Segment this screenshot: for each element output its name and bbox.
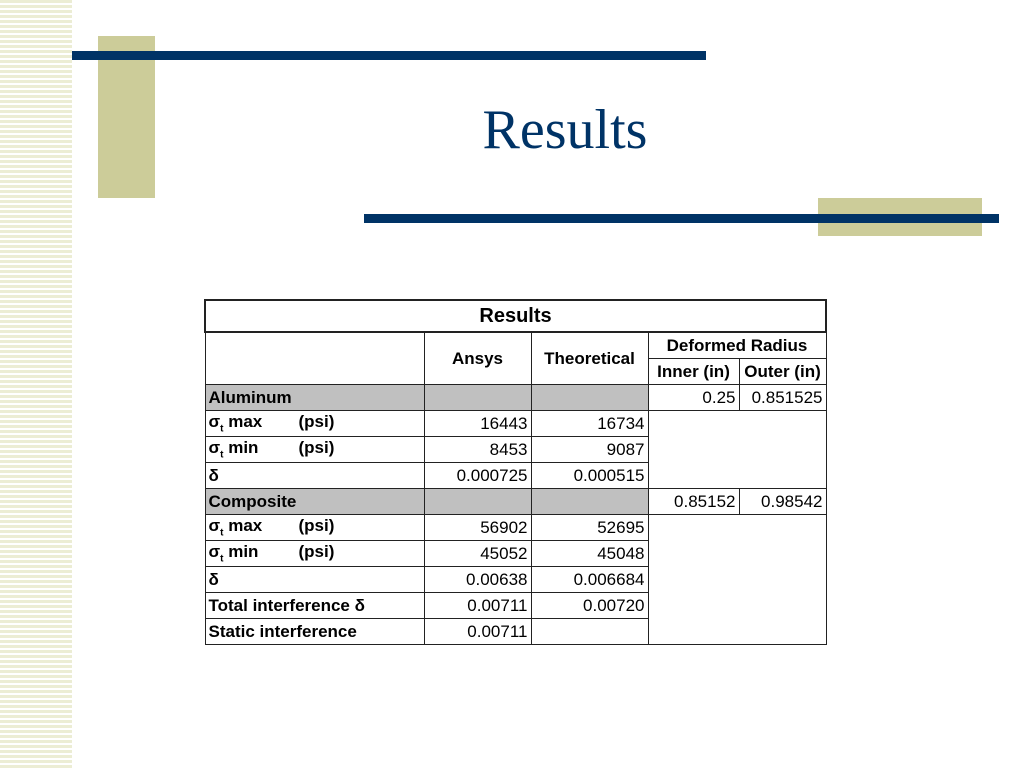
static-interference-label: Static interference [205, 619, 424, 645]
row-label: $\sigma_t$ max (psi) [205, 515, 424, 541]
row-label: $\sigma_t$ min (psi) [205, 541, 424, 567]
grey-cell [531, 489, 648, 515]
composite-outer: 0.98542 [739, 489, 826, 515]
composite-theoretical-0: 52695 [531, 515, 648, 541]
row-label: δ [205, 567, 424, 593]
aluminum-theoretical-0: 16734 [531, 411, 648, 437]
composite-ansys-0: 56902 [424, 515, 531, 541]
aluminum-ansys-2: 0.000725 [424, 463, 531, 489]
header-deformed-radius: Deformed Radius [648, 332, 826, 359]
header-outer: Outer (in) [739, 359, 826, 385]
composite-theoretical-1: 45048 [531, 541, 648, 567]
header-theoretical: Theoretical [531, 332, 648, 385]
empty-block [648, 515, 826, 645]
decorative-stripe [0, 0, 72, 768]
total-interference-ansys: 0.00711 [424, 593, 531, 619]
header-ansys: Ansys [424, 332, 531, 385]
row-label: δ [205, 463, 424, 489]
composite-ansys-2: 0.00638 [424, 567, 531, 593]
table-caption: Results [205, 300, 826, 332]
aluminum-theoretical-2: 0.000515 [531, 463, 648, 489]
grey-cell [424, 385, 531, 411]
row-label: $\sigma_t$ max (psi) [205, 411, 424, 437]
grey-cell [531, 385, 648, 411]
static-interference-ansys: 0.00711 [424, 619, 531, 645]
decorative-bar-top [72, 51, 706, 60]
aluminum-ansys-0: 16443 [424, 411, 531, 437]
results-table [204, 299, 827, 645]
grey-cell [424, 489, 531, 515]
row-label: $\sigma_t$ min (psi) [205, 437, 424, 463]
aluminum-theoretical-1: 9087 [531, 437, 648, 463]
aluminum-inner: 0.25 [648, 385, 739, 411]
decorative-block-left [98, 36, 155, 198]
aluminum-outer: 0.851525 [739, 385, 826, 411]
composite-ansys-1: 45052 [424, 541, 531, 567]
empty-block [648, 411, 826, 489]
static-interference-theoretical [531, 619, 648, 645]
composite-theoretical-2: 0.006684 [531, 567, 648, 593]
total-interference-theoretical: 0.00720 [531, 593, 648, 619]
header-empty [205, 332, 424, 385]
section-aluminum: Aluminum [205, 385, 424, 411]
composite-inner: 0.85152 [648, 489, 739, 515]
decorative-bar-bottom [364, 214, 999, 223]
section-composite: Composite [205, 489, 424, 515]
aluminum-ansys-1: 8453 [424, 437, 531, 463]
slide-title: Results [482, 99, 648, 161]
header-inner: Inner (in) [648, 359, 739, 385]
total-interference-label: Total interference δ [205, 593, 424, 619]
